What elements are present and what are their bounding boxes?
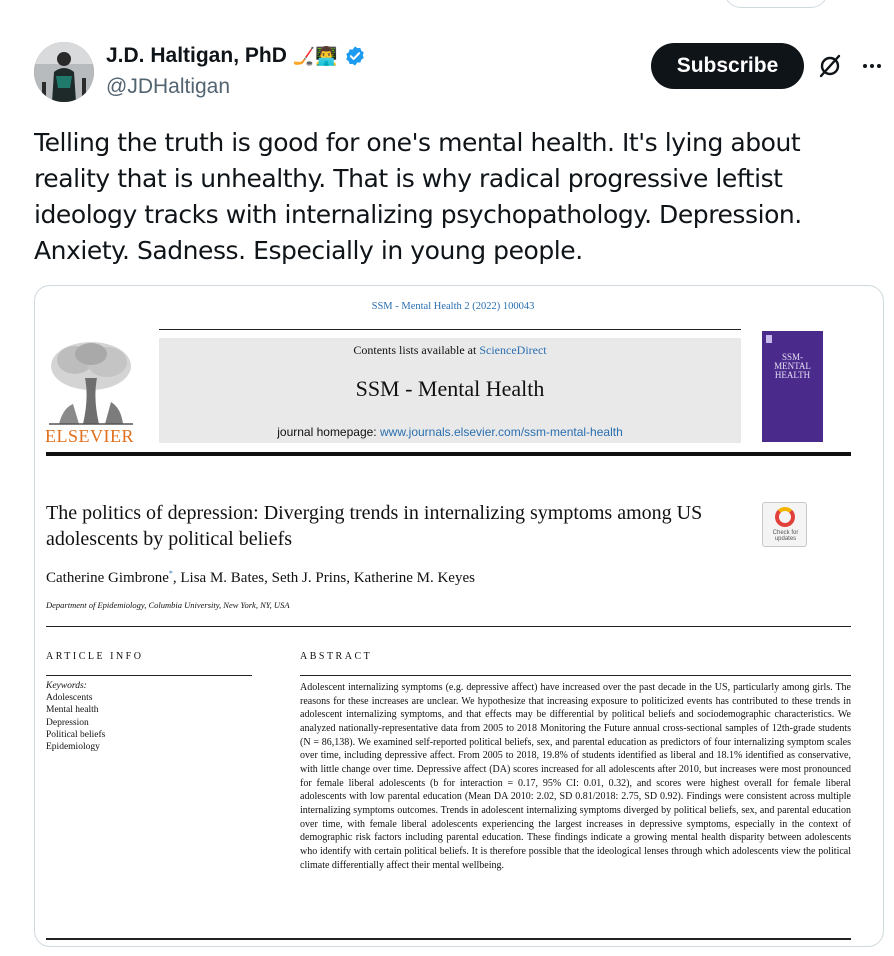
check-badge-label-line-2: updates [774,536,797,542]
keywords-label: Keywords: [46,681,87,691]
avatar-photo [34,42,94,102]
more-options-icon[interactable] [858,54,886,78]
article-info-heading: ARTICLE INFO [46,651,144,662]
subscribe-button[interactable]: Subscribe [651,43,804,89]
tweet-text: Telling the truth is good for one's mental health. It's lying about reality that is unhealthy. That is why radical progressive leftist ideology tracks with internalizing psychopathology. Depression. Anxiety. Sadness. Especially in young people. [34,128,802,265]
avatar[interactable] [34,42,94,102]
cover-title-line-2: MENTAL [774,361,811,371]
check-badge-label [763,530,808,542]
article-info-rule [46,675,252,676]
journal-cover [762,331,823,442]
first-author: Catherine Gimbrone [46,570,169,586]
keyword-item: Mental health [46,705,99,716]
top-pill-button[interactable] [724,0,828,8]
keywords-block [46,680,105,753]
journal-banner [159,338,741,443]
author-list [46,569,475,587]
name-emojis: 🏒👨‍💻 [292,46,338,66]
other-authors: , Lisa M. Bates, Seth J. Prins, Katherine M. Keyes [172,570,475,586]
elsevier-tree-logo [45,338,137,426]
keyword-item: Epidemiology [46,742,100,753]
contents-line [159,343,741,358]
journal-reference: SSM - Mental Health 2 (2022) 100043 [371,301,535,312]
abstract-bottom-rule [46,938,851,940]
homepage-url: www.journals.elsevier.com/ssm-mental-health [379,425,623,439]
cover-title-line-1: SSM- [781,352,803,362]
check-badge-ring-icon [775,507,795,527]
affiliation-rule [46,626,851,627]
verified-badge-icon[interactable] [344,45,366,67]
cover-logo-icon [766,335,772,343]
check-badge-label-line-1: Check for [772,530,799,536]
banner-bottom-rule [46,452,851,456]
paper-title: The politics of depression: Diverging trends in internalizing symptoms among US adolescents by political beliefs [46,502,703,550]
header-rule [159,329,741,330]
check-for-updates-icon [762,502,807,547]
paper-screenshot [35,286,884,947]
affiliation: Department of Epidemiology, Columbia University, New York, NY, USA [46,600,290,610]
abstract-heading: ABSTRACT [300,651,373,662]
cover-title-line-3: HEALTH [774,370,811,380]
contents-prefix: Contents lists available at [353,343,480,357]
grok-icon[interactable] [816,52,844,80]
abstract-text: Adolescent internalizing symptoms (e.g. depressive affect) have increased over the past decade in the US, particularly among girls. The reasons for these increases are unclear. We hypothesize that increasing exposure to politicized events has contributed to these trends in adolescent internalizing symptoms, and that effects may be differential by political beliefs and sociodemographic characteristics. We analyzed nationally-representative data from 2005 to 2018 Monitoring the Future annual cross-sectional samples of 12th-grade students (N = 86,138). We examined self-reported political beliefs, sex, and parental education as predictors of four internalizing symptom scales over time, including depressive affect. From 2005 to 2018, 19.8% of students identified as liberal and 18.1% identified as conservative, with little change over time. Depressive affect (DA) scores increased for all adolescents after 2010, but increases were most pronounced for female liberal adolescents (b for interaction = 0.17, 95% CI: 0.01, 0.32), and scores were highest overall for female liberal adolescents with low parental education (Mean DA 2010: 2.02, SD 0.81/2018: 2.75, SD 0.92). Findings were consistent across multiple internalizing symptoms outcomes. Trends in adolescent internalizing symptoms diverged by political beliefs, sex, and parental education over time, with female liberal adolescents experiencing the largest increases in depressive symptoms, especially in the context of demographic risk factors including parental education. These findings indicate a growing mental health disparity between adolescents who identify with certain political beliefs. It is therefore possible that the ideological lenses through which adolescents view the political climate differentially affect their mental wellbeing. [300,682,851,871]
cover-title [762,353,823,380]
author-name-row [106,44,366,68]
media-image[interactable] [34,285,884,947]
homepage-line [159,425,741,439]
abstract-rule [300,675,851,676]
keyword-item: Depression [46,717,89,728]
author-handle[interactable]: @JDHaltigan [106,75,231,98]
display-name[interactable]: J.D. Haltigan, PhD [106,44,287,67]
sciencedirect-link: ScienceDirect [479,343,547,357]
homepage-prefix: journal homepage: [277,425,380,439]
journal-name: SSM - Mental Health [355,376,545,401]
elsevier-wordmark: ELSEVIER [45,426,134,446]
keyword-item: Political beliefs [46,729,106,740]
keyword-item: Adolescents [46,693,93,704]
corresponding-mark: * [168,569,173,578]
